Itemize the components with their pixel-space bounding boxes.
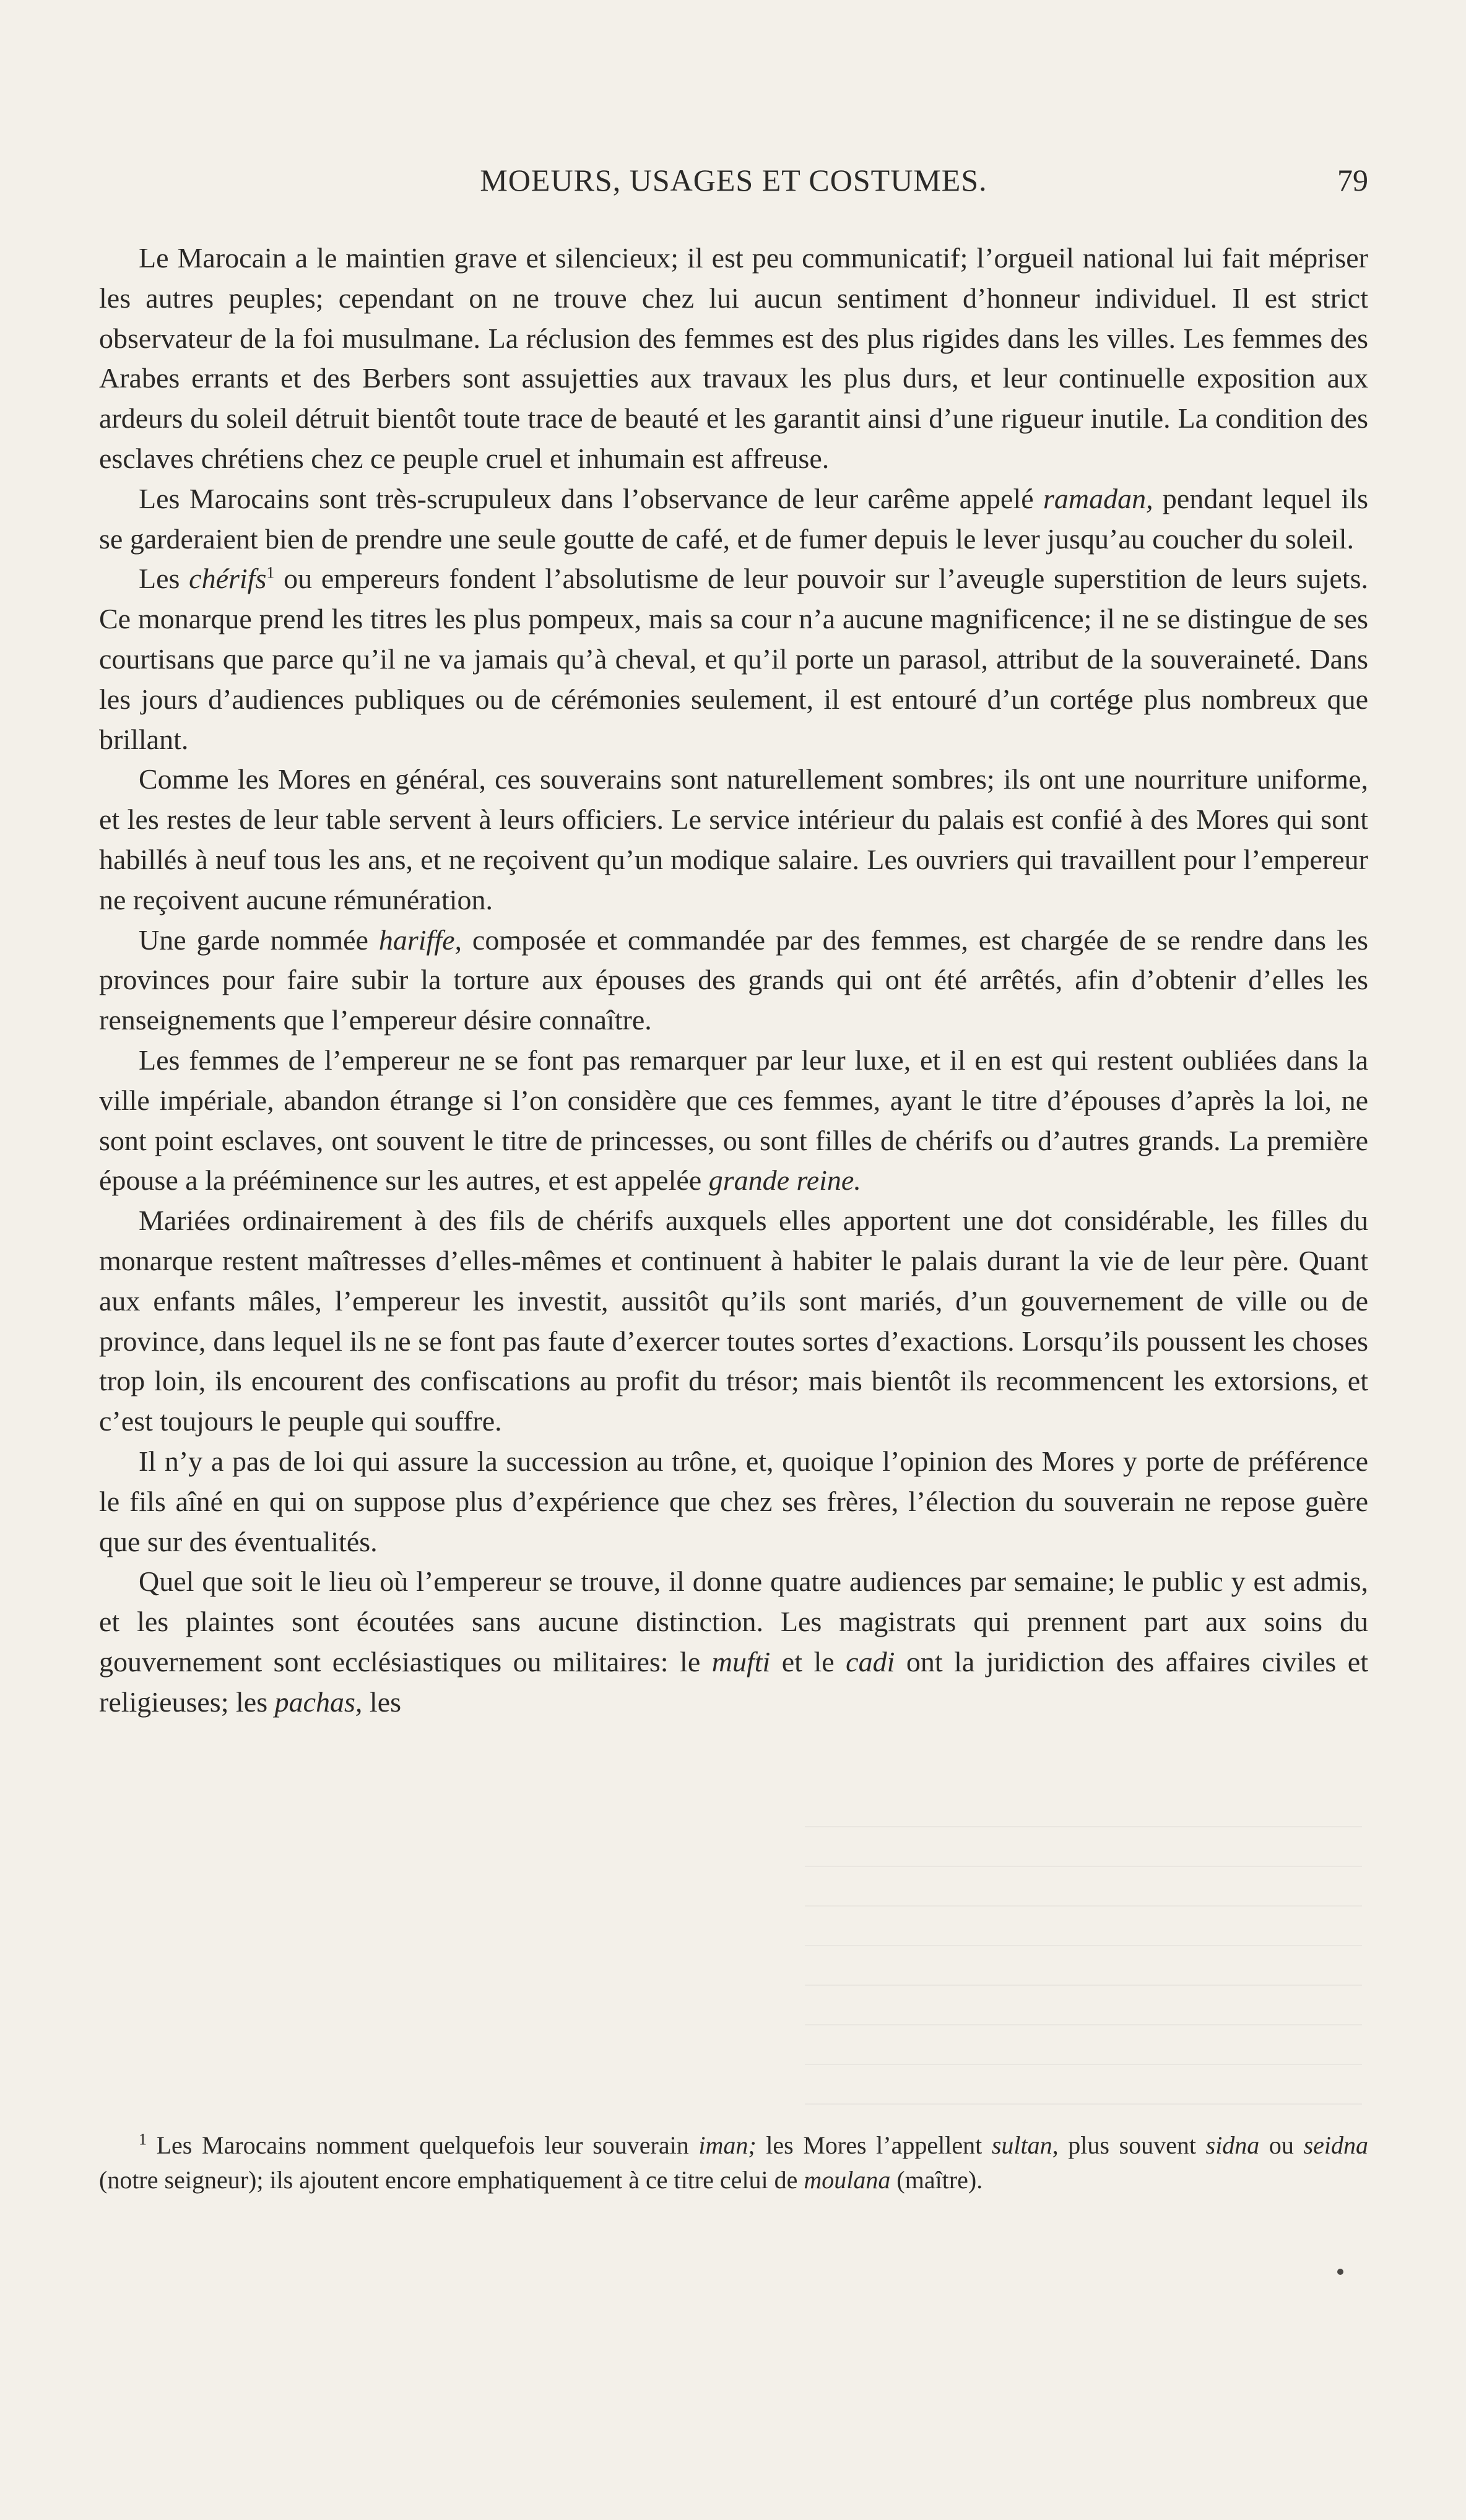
paragraph — [99, 238, 1368, 479]
footnote-marker: 1 — [266, 564, 275, 582]
text-run: ont la juridiction des affaires civiles et religieuses; les — [99, 1645, 1368, 1718]
paragraph — [99, 920, 1368, 1041]
text-run: plus souvent — [1058, 2131, 1206, 2159]
italic-term: moulana — [804, 2166, 891, 2194]
italic-term: hariffe, — [378, 924, 462, 956]
paragraph — [99, 1041, 1368, 1201]
italic-term: cadi — [846, 1645, 895, 1678]
italic-term: sultan, — [991, 2131, 1059, 2159]
text-run: les Mores l’appellent — [756, 2131, 992, 2159]
text-run: Une garde nommée — [139, 924, 379, 956]
text-run: Quel que soit le lieu où l’empereur se trouve, il donne quatre audiences par semaine; le public y est admis, et les plaintes sont écoutées sans aucune distinction. Les magistrats qui prennent part aux soins du gouvernement sont ecclésiastiques ou militaires: le — [99, 1565, 1368, 1678]
footnote — [99, 2128, 1368, 2197]
paragraph — [99, 760, 1368, 920]
paragraph — [99, 1442, 1368, 1562]
text-run: composée et commandée par des femmes, est chargée de se rendre dans les provinces pour faire subir la torture aux épouses des grands qui ont été arrêtés, afin d’obtenir d’elles les renseignements que l’empereur désire connaître. — [99, 924, 1368, 1036]
italic-term: grande reine. — [708, 1164, 861, 1197]
text-run: ou — [1259, 2131, 1304, 2159]
footnotes — [99, 2128, 1368, 2197]
paragraph — [99, 1562, 1368, 1722]
page-header — [99, 162, 1368, 212]
paragraph — [99, 479, 1368, 560]
italic-term: pachas, — [274, 1686, 363, 1718]
text-run: Les — [139, 563, 189, 595]
text-run: et le — [770, 1645, 846, 1678]
text-run: Les femmes de l’empereur ne se font pas remarquer par leur luxe, et il en est qui restent oubliées dans la ville impériale, abandon étrange si l’on considère que ces femmes, ayant le titre d’épouses d’après la loi, ne sont point esclaves, ont souvent le titre de princesses, ou sont filles de chérifs ou d’autres grands. La première épouse a la prééminence sur les autres, et est appelée — [99, 1044, 1368, 1197]
text-run: Les Marocains sont très-scrupuleux dans l’observance de leur carême appelé — [139, 482, 1043, 514]
running-head: MOEURS, USAGES ET COSTUMES. — [480, 163, 987, 197]
text-run: Les Marocains nomment quelquefois leur souverain — [147, 2131, 699, 2159]
text-run: pendant lequel ils se garderaient bien de prendre une seule goutte de café, et de fumer depuis le lever jusqu’au coucher du soleil. — [99, 482, 1368, 555]
text-run: (notre seigneur); ils ajoutent encore emphatiquement à ce titre celui de — [99, 2166, 804, 2194]
paragraph — [99, 559, 1368, 760]
text-run: (maître). — [890, 2166, 983, 2194]
text-run: ou empereurs fondent l’absolutisme de leur pouvoir sur l’aveugle superstition de leurs sujets. Ce monarque prend les titres les plus pompeux, mais sa cour n’a aucune magnificence; il ne se distingue de ses courtisans que parce qu’il ne va jamais qu’à cheval, et qu’il porte un parasol, attribut de la souveraineté. Dans les jours d’audiences publiques ou de cérémonies seulement, il est entouré d’un cortége plus nombreux que brillant. — [99, 563, 1368, 755]
ink-speck — [1337, 2269, 1343, 2275]
italic-term: ramadan, — [1043, 482, 1153, 514]
main-text — [99, 238, 1368, 1722]
footnote-marker: 1 — [139, 2130, 147, 2149]
text-run: Le Marocain a le maintien grave et silencieux; il est peu communicatif; l’orgueil national lui fait mépriser les autres peuples; cependant on ne trouve chez lui aucun sentiment d’honneur individuel. Il est strict observateur de la foi musulmane. La réclusion des femmes est des plus rigides dans les villes. Les femmes des Arabes errants et des Berbers sont assujetties aux travaux les plus durs, et leur continuelle exposition aux ardeurs du soleil détruit bientôt toute trace de beauté et les garantit ainsi d’une rigueur inutile. La condition des esclaves chrétiens chez ce peuple cruel et inhumain est affreuse. — [99, 242, 1368, 474]
italic-term: iman; — [698, 2131, 757, 2159]
italic-term: seidna — [1303, 2131, 1368, 2159]
text-run: Il n’y a pas de loi qui assure la succession au trône, et, quoique l’opinion des Mores y porte de préférence le fils aîné en qui on suppose plus d’expérience que chez ses frères, l’élection du souverain ne repose guère que sur des éventualités. — [99, 1445, 1368, 1557]
text-run: Mariées ordinairement à des fils de chérifs auxquels elles apportent une dot considérable, les filles du monarque restent maîtresses d’elles-mêmes et continuent à habiter le palais durant la vie de leur père. Quant aux enfants mâles, l’empereur les investit, aussitôt qu’ils sont mariés, d’un gouvernement de ville ou de province, dans lequel ils ne se font pas faute d’exercer toutes sortes d’exactions. Lorsqu’ils poussent les choses trop loin, ils encourent des confiscations au profit du trésor; mais bientôt ils recommencent les extorsions, et c’est toujours le peuple qui souffre. — [99, 1205, 1368, 1437]
italic-term: sidna — [1205, 2131, 1260, 2159]
italic-term: mufti — [711, 1645, 771, 1678]
italic-term: chérifs — [189, 563, 267, 595]
paragraph — [99, 1201, 1368, 1442]
text-run: Comme les Mores en général, ces souverains sont naturellement sombres; ils ont une nourriture uniforme, et les restes de leur table servent à leurs officiers. Le service intérieur du palais est confié à des Mores qui sont habillés à neuf tous les ans, et ne reçoivent qu’un modique salaire. Les ouvriers qui travaillent pour l’empereur ne reçoivent aucune rémunération. — [99, 763, 1368, 916]
text-run: les — [362, 1686, 402, 1718]
show-through-texture — [805, 1795, 1362, 2105]
page-number: 79 — [1337, 163, 1368, 197]
